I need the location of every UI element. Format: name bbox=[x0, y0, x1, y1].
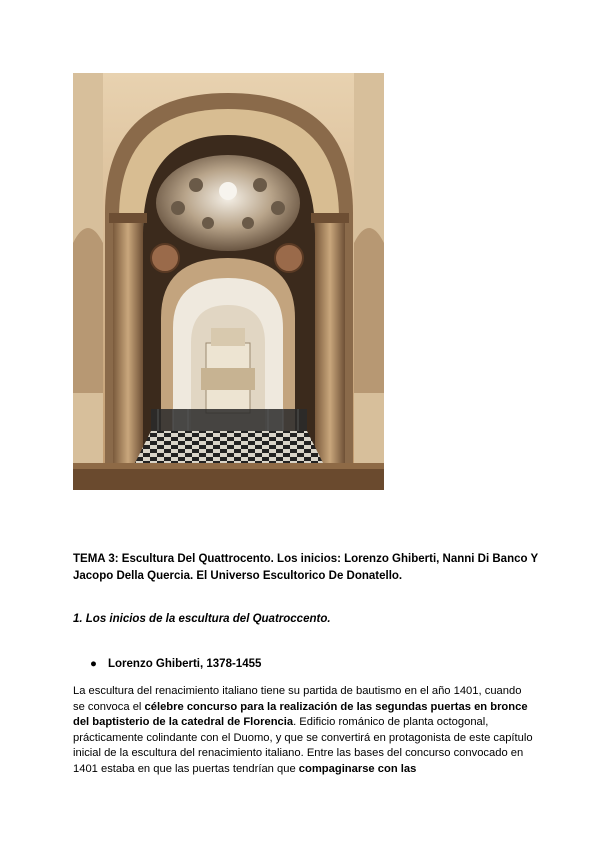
bullet-text: Lorenzo Ghiberti, 1378-1455 bbox=[108, 658, 262, 670]
bullet-item bbox=[90, 656, 261, 672]
paragraph-bold-2: compaginarse con las bbox=[298, 762, 417, 775]
paragraph-text-1: La escultura del renacimiento italiano tiene su partida de bautismo en el año 1401, cuando se convoca el bbox=[73, 685, 522, 713]
bullet-icon: ● bbox=[90, 658, 97, 670]
paragraph-bold-1: célebre concurso para la realización de las segundas puertas en bronce del baptisterio de la catedral de Florencia bbox=[73, 700, 528, 729]
body-paragraph bbox=[73, 684, 533, 778]
section-title: 1. Los inicios de la escultura del Quatroccento. bbox=[73, 613, 331, 625]
document-heading: TEMA 3: Escultura Del Quattrocento. Los inicios: Lorenzo Ghiberti, Nanni Di Banco Y Jacopo Della Quercia. El Universo Escultorico De Donatello. bbox=[73, 553, 538, 582]
chapel-photo bbox=[73, 73, 384, 490]
paragraph-text-2: . Edificio románico de planta octogonal, prácticamente colindante con el Duomo, y que se convertirá en protagonista de este capítulo inicial de la escultura del renacimiento italiano. Entre las bases del concurso convocado en 1401 estaba en que las puertas tendrían que bbox=[73, 716, 533, 775]
